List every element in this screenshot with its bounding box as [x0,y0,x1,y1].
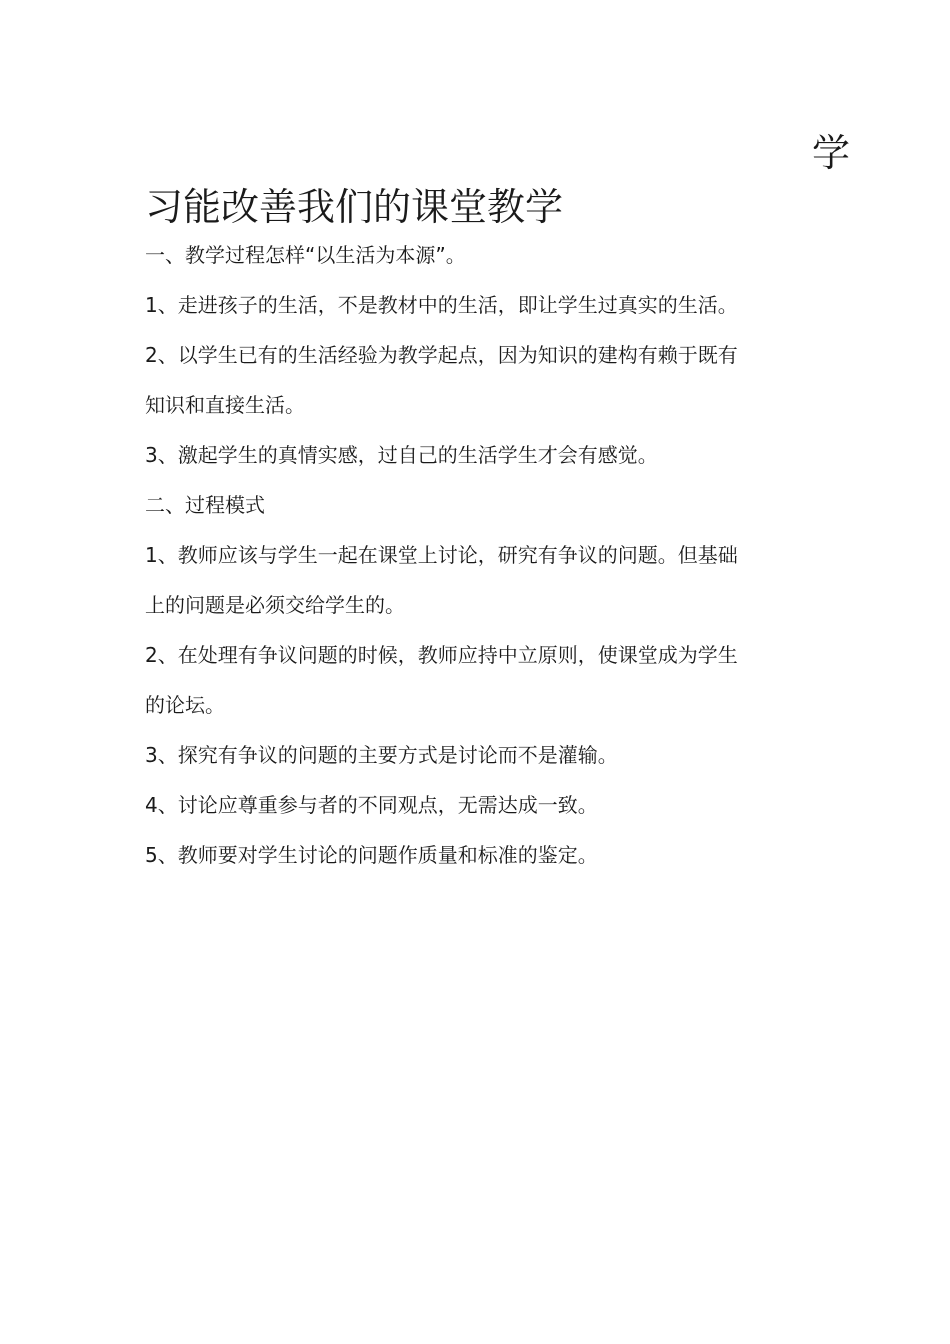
section-heading-2: 二、过程模式 [145,493,265,517]
paragraph-line: 上的问题是必须交给学生的。 [145,593,405,617]
paragraph-line: 2、以学生已有的生活经验为教学起点，因为知识的建构有赖于既有 [145,343,738,367]
title-first-char: 学 [811,131,850,175]
paragraph-line: 4、讨论应尊重参与者的不同观点，无需达成一致。 [145,793,598,817]
paragraph-line: 2、在处理有争议问题的时候，教师应持中立原则，使课堂成为学生 [145,643,738,667]
paragraph-line: 1、走进孩子的生活，不是教材中的生活，即让学生过真实的生活。 [145,293,738,317]
title-rest: 习能改善我们的课堂教学 [145,185,564,229]
paragraph-line: 5、教师要对学生讨论的问题作质量和标准的鉴定。 [145,843,598,867]
paragraph-line: 1、教师应该与学生一起在课堂上讨论，研究有争议的问题。但基础 [145,543,738,567]
section-heading-1: 一、教学过程怎样“以生活为本源”。 [145,243,466,267]
document-title [145,128,850,232]
paragraph-line: 知识和直接生活。 [145,393,305,417]
paragraph-line: 3、激起学生的真情实感，过自己的生活学生才会有感觉。 [145,443,658,467]
paragraph-line: 3、探究有争议的问题的主要方式是讨论而不是灌输。 [145,743,618,767]
document-body [145,230,825,880]
paragraph-line: 的论坛。 [145,693,225,717]
